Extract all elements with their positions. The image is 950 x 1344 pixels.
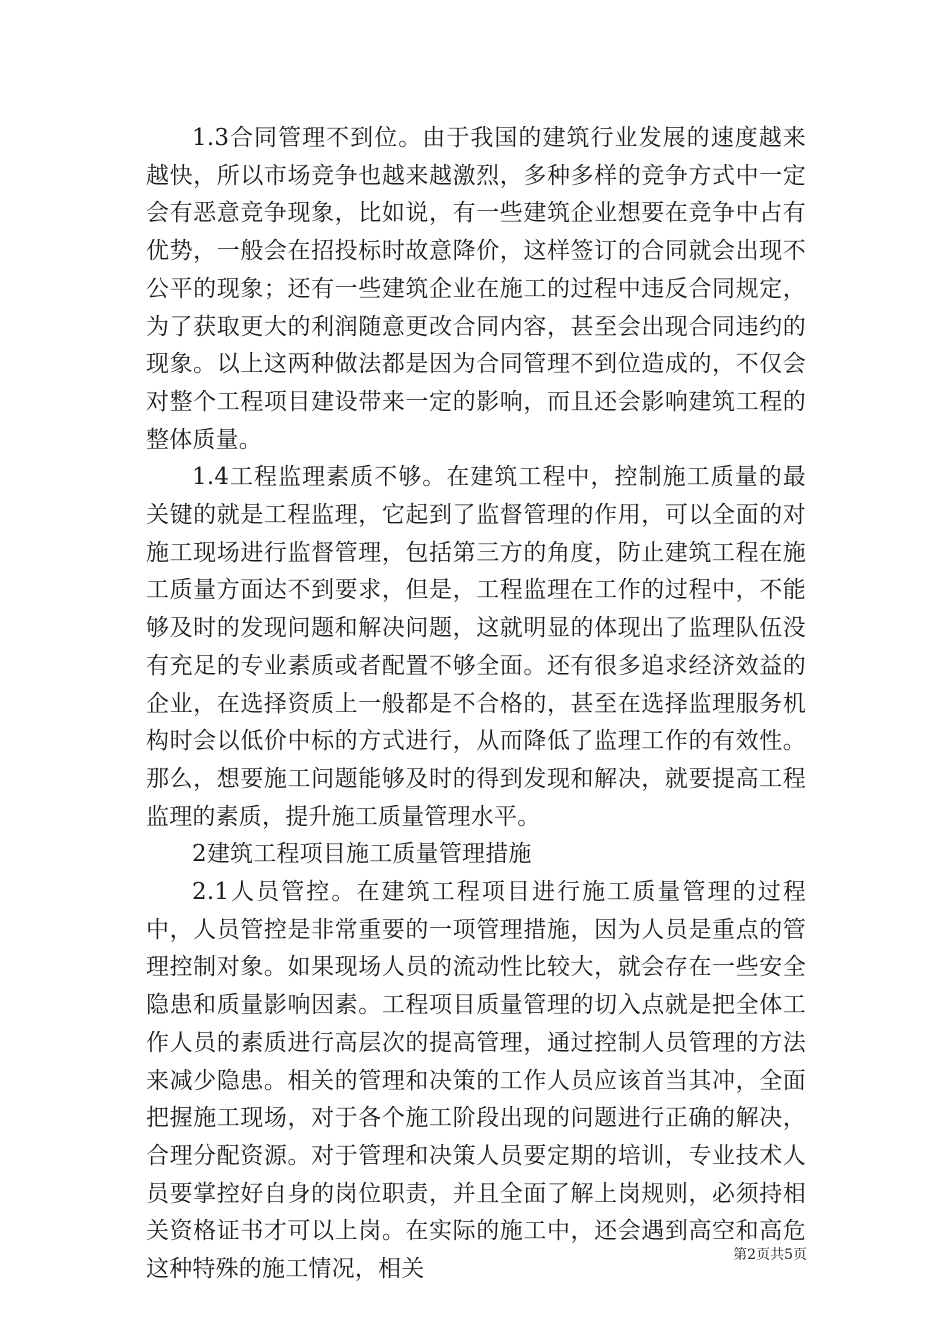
section-heading-2: 2建筑工程项目施工质量管理措施: [192, 841, 532, 868]
paragraph-1-3: 1.3合同管理不到位。由于我国的建筑行业发展的速度越来越快，所以市场竞争也越来越激烈，多种多样的竞争方式中一定会有恶意竞争现象，比如说，有一些建筑企业想要在竞争中占有优势，一般会在招投标时故意降价，这样签订的合同就会出现不公平的现象；还有一些建筑企业在施工的过程中违反合同规定，为了获取更大的利润随意更改合同内容，甚至会出现合同违约的现象。以上这两种做法都是因为合同管理不到位造成的，不仅会对整个工程项目建设带来一定的影响，而且还会影响建筑工程的整体质量。: [146, 125, 806, 453]
page-number: 第2页共5页: [733, 1247, 807, 1263]
paragraph-2-1: 2.1人员管控。在建筑工程项目进行施工质量管理的过程中，人员管控是非常重要的一项管理措施，因为人员是重点的管理控制对象。如果现场人员的流动性比较大，就会存在一些安全隐患和质量影响因素。工程项目质量管理的切入点就是把全体工作人员的素质进行高层次的提高管理，通过控制人员管理的方法来减少隐患。相关的管理和决策的工作人员应该首当其冲，全面把握施工现场，对于各个施工阶段出现的问题进行正确的解决，合理分配资源。对于管理和决策人员要定期的培训，专业技术人员要掌控好自身的岗位职责，并且全面了解上岗规则，必须持相关资格证书才可以上岗。在实际的施工中，还会遇到高空和高危这种特殊的施工情况，相关: [146, 879, 806, 1283]
paragraph-1-4: 1.4工程监理素质不够。在建筑工程中，控制施工质量的最关键的就是工程监理，它起到了监督管理的作用，可以全面的对施工现场进行监督管理，包括第三方的角度，防止建筑工程在施工质量方面达不到要求，但是，工程监理在工作的过程中，不能够及时的发现问题和解决问题，这就明显的体现出了监理队伍没有充足的专业素质或者配置不够全面。还有很多追求经济效益的企业，在选择资质上一般都是不合格的，甚至在选择监理服务机构时会以低价中标的方式进行，从而降低了监理工作的有效性。那么，想要施工问题能够及时的得到发现和解决，就要提高工程监理的素质，提升施工质量管理水平。: [146, 464, 806, 830]
body-text: [146, 120, 806, 1289]
